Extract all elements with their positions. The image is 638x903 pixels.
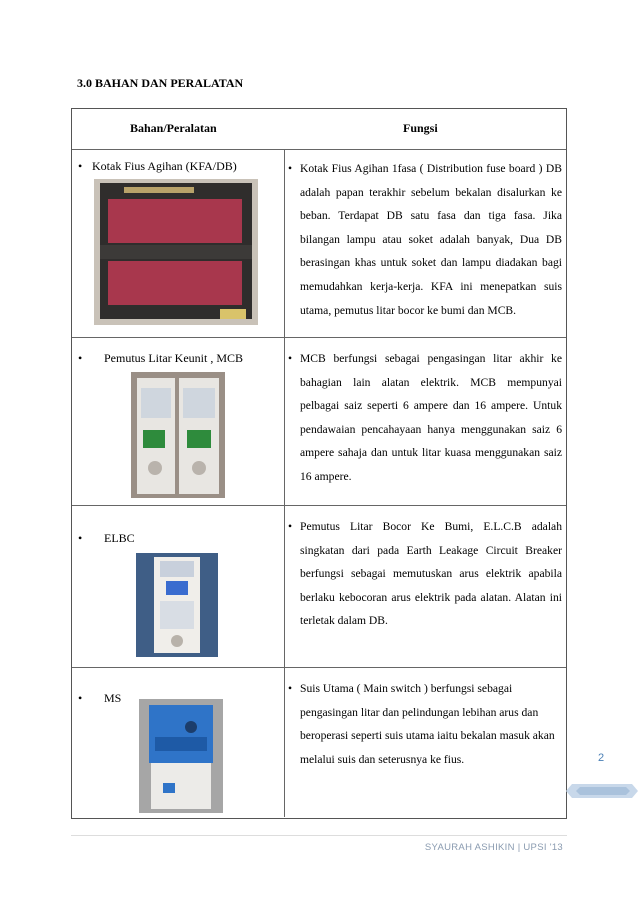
bullet: • [78, 351, 83, 365]
mcb-photo [131, 372, 225, 498]
item-label: • Kotak Fius Agihan (KFA/DB) [78, 159, 237, 173]
item-label: • Pemutus Litar Keunit , MCB [78, 351, 243, 365]
footer-text: SYAURAH ASHIKIN | UPSI '13 [424, 842, 563, 853]
column-header-function: Fungsi [403, 121, 438, 135]
description-cell: • Suis Utama ( Main switch ) berfungsi sebagai pengasingan litar dan pelindungan lebihan arus dan beroperasi seperti suis utama iaitu bekalan masuk akan melalui suis dan seterusnya ke fius. [288, 682, 555, 766]
elcb-photo [136, 553, 218, 657]
page-corner-decoration [566, 780, 638, 802]
footer-divider [71, 835, 567, 836]
item-label: • MS [78, 691, 122, 705]
main-switch-photo [139, 699, 223, 813]
page-heading: 3.0 BAHAN DAN PERALATAN [77, 76, 244, 90]
page-number: 2 [598, 752, 605, 764]
row-divider [72, 337, 566, 338]
distribution-board-photo [94, 179, 258, 325]
bullet: • [78, 531, 83, 545]
column-header-item: Bahan/Peralatan [130, 121, 217, 135]
item-label: • ELBC [78, 531, 135, 545]
bullet: • [78, 691, 83, 705]
row-divider [72, 667, 566, 668]
description-cell: • Kotak Fius Agihan 1fasa ( Distribution fuse board ) DB adalah papan terakhir sebelum bekalan disalurkan ke beban. Terdapat DB satu fasa dan tiga fasa. Jika bilangan lampu atau soket adalah banyak, Dua DB berasingan khas untuk soket dan lampu diadakan bagi memudahkan kerja-kerja. KFA ini menepatkan suis utama, pemutus litar bocor ke bumi dan MCB. [288, 162, 562, 317]
description-cell: • Pemutus Litar Bocor Ke Bumi, E.L.C.B adalah singkatan dari pada Earth Leakage Circuit Breaker berfungsi sebagai memutuskan arus elektrik apabila berlaku kebocoran arus elektrik pada alatan. Alatan ini terletak dalam DB. [288, 520, 562, 628]
materials-table [71, 108, 567, 819]
bullet: • [78, 159, 83, 173]
header-divider [72, 149, 566, 150]
row-divider [72, 505, 566, 506]
description-cell: • MCB berfungsi sebagai pengasingan litar akhir ke bahagian lain alatan elektrik. MCB mempunyai pelbagai saiz seperti 6 ampere dan 16 ampere. Untuk pendawaian pencahayaan hanya menggunakan saiz 6 ampere sahaja dan untuk litar kuasa menggunakan saiz 16 ampere. [288, 352, 562, 483]
